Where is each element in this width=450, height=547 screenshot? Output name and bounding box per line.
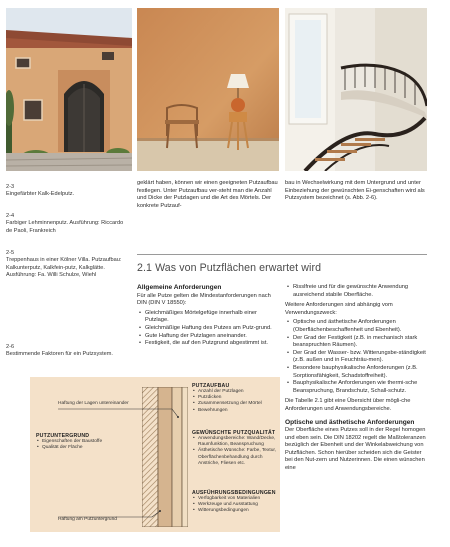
- caption-text: Treppenhaus in einer Kölner Villa. Putzaufbau: Kalkunterputz, Kalkfein-putz, Kalkglätte. Ausführung: Fa. Willi Schulze, Wiehl: [6, 257, 122, 279]
- list-item: • Bauphysikalische Anforderungen wie thermi-sche Beanspruchung, Brandschutz, Schall-schutz.: [293, 380, 427, 395]
- label-layer-adhesion: Haftung der Lagen untereinander: [58, 401, 129, 406]
- section-number: 2.1: [137, 262, 153, 274]
- desired-quality-list: [192, 436, 278, 467]
- caption-number: 2-5: [6, 250, 15, 256]
- caption-number: 2-3: [6, 184, 15, 190]
- house-facade-image: [6, 8, 132, 171]
- caption-number: 2-6: [6, 344, 15, 350]
- box-execution-conditions: [192, 490, 278, 515]
- list-item: • Putzdicken: [198, 395, 278, 401]
- photo-clay-plaster-room: [137, 8, 279, 171]
- list-item: • Gleichmäßiges Mörtelgefüge innerhalb einer Putzlage.: [145, 310, 279, 325]
- caption-text: Farbiger Lehminnenputz. Ausführung: Riccardo de Paoli, Frankreich: [6, 220, 124, 234]
- clay-plaster-room-image: [137, 8, 279, 171]
- staircase-image: [285, 8, 427, 171]
- list-item: • Eigenschaften der Baustoffe: [42, 439, 136, 445]
- right-para-1: Weitere Anforderungen sind abhängig vom Verwendungszweck:: [285, 302, 393, 316]
- list-item: • Qualität der Fläche: [42, 445, 136, 451]
- mid-intro: Für alle Putze gelten die Mindestanforderungen nach DIN (DIN V 18550):: [137, 292, 271, 307]
- list-item: • Der Grad der Wasser- bzw. Witterungsbe-ständigkeit (z.B. außen und in Feuchträu-men).: [293, 350, 427, 365]
- list-item: • Ästhetische Wünsche: Farbe, Textur, Oberflächenbehandlung durch Anstriche, Fliesen etc.: [198, 448, 278, 467]
- box-plaster-build-up: [192, 383, 278, 414]
- label-substrate-adhesion: Haftung am Putzuntergrund: [58, 517, 117, 522]
- list-item: • Der Grad der Festigkeit (z.B. in mechanisch stark beanspruchten Räumen).: [293, 335, 427, 350]
- right-para-2: Die Tabelle 2.1 gibt eine Übersicht über mögli-che Anforderungen und Anwendungsbereiche.: [285, 398, 411, 412]
- photo-house-facade: [6, 8, 132, 171]
- right-column-top-text: bau in Wechselwirkung mit dem Untergrund und unter Einbeziehung der gewünschten Ei-genschaften wird als Putzsystem bezeichnet (s. Abb. 2-6).: [285, 180, 425, 202]
- list-item: • Gleichmäßige Haftung des Putzes am Putz-grund.: [145, 325, 279, 333]
- box-desired-quality: [192, 430, 278, 467]
- list-item: • Anzahl der Putzlagen: [198, 389, 278, 395]
- heading-desired-quality: GEWÜNSCHTE PUTZQUALITÄT: [192, 430, 276, 436]
- mid-column: [137, 284, 279, 348]
- right-bullet-list: [285, 319, 427, 395]
- heading-plaster-build-up: PUTZAUFBAU: [192, 383, 230, 389]
- caption-number: 2-4: [6, 213, 15, 219]
- right-top-bullet: [285, 284, 427, 299]
- caption-2-6: [6, 344, 128, 359]
- list-item: • Zusammensetzung der Mörtel: [198, 401, 278, 407]
- photo-staircase: [285, 8, 427, 171]
- list-item: • Witterungsbedingungen: [198, 508, 278, 514]
- list-item: • Besondere bauphysikalische Anforderungen (z.B. Sorptionsfähigkeit, Schadstoffreiheit).: [293, 365, 427, 380]
- right-para-3: Der Oberfläche eines Putzes soll in der Regel homogen und eben sein. Die DIN 18202 regelt die Maßtoleranzen bezüglich der Ebenheit und der Winkelabweichung von Putzflächen. Schon hierüber scheiden sich die Geister bei den Nut-zern und Nutzerinnen. Die einen wünschen eine: [285, 427, 426, 472]
- execution-conditions-list: [192, 496, 278, 515]
- section-rule: [137, 254, 427, 255]
- substrate-list: [36, 439, 136, 451]
- list-item: • Bewehrungen: [198, 408, 278, 414]
- list-item: • Optische und ästhetische Anforderungen (Oberflächenbeschaffenheit und Ebenheit).: [293, 319, 427, 334]
- caption-2-3: [6, 184, 128, 199]
- list-item: • Verfügbarkeit von Materialien: [198, 496, 278, 502]
- subheading-general-requirements: Allgemeine Anforderungen: [137, 284, 222, 291]
- arrow-layer-adhesion: [56, 407, 182, 421]
- caption-text: Eingefärbter Kalk-Edelputz.: [6, 191, 75, 198]
- box-substrate: [36, 433, 136, 451]
- mid-bullet-list: [137, 310, 279, 348]
- heading-execution-conditions: AUSFÜHRUNGSBEDINGUNGEN: [192, 490, 276, 496]
- subheading-optical-requirements: Optische und ästhetische Anforderungen: [285, 418, 415, 426]
- figure-plaster-system-factors: [30, 377, 280, 532]
- list-item: • Risslfreie und für die gewünschte Anwendung ausreichend stabile Oberfläche.: [293, 284, 427, 299]
- heading-substrate: PUTZUNTERGRUND: [36, 433, 90, 439]
- list-item: • Werkzeuge und Ausstattung: [198, 502, 278, 508]
- right-column: [285, 284, 427, 475]
- mid-column-top-text: geklärt haben, können wir einen geeigneten Putzaufbau festlegen. Unter Putzaufbau ver-steht man die Anzahl und Dicke der Putzlagen und die Art des Mörtels. Der konkrete Putzauf-: [137, 180, 278, 209]
- section-heading: [137, 262, 321, 274]
- section-title: Was von Putzflächen erwartet wird: [155, 262, 322, 274]
- caption-2-5: [6, 250, 128, 280]
- plaster-build-up-list: [192, 389, 278, 414]
- caption-text: Bestimmende Faktoren für ein Putzsystem.: [6, 351, 113, 358]
- caption-2-4: [6, 213, 128, 235]
- list-item: • Festigkeit, die auf den Putzgrund abgestimmt ist.: [145, 340, 279, 348]
- list-item: • Anwendungsbereiche: Wand/Decke, Raumfunktion, Beanspruchung: [198, 436, 278, 448]
- list-item: • Gute Haftung der Putzlagen aneinander.: [145, 333, 279, 341]
